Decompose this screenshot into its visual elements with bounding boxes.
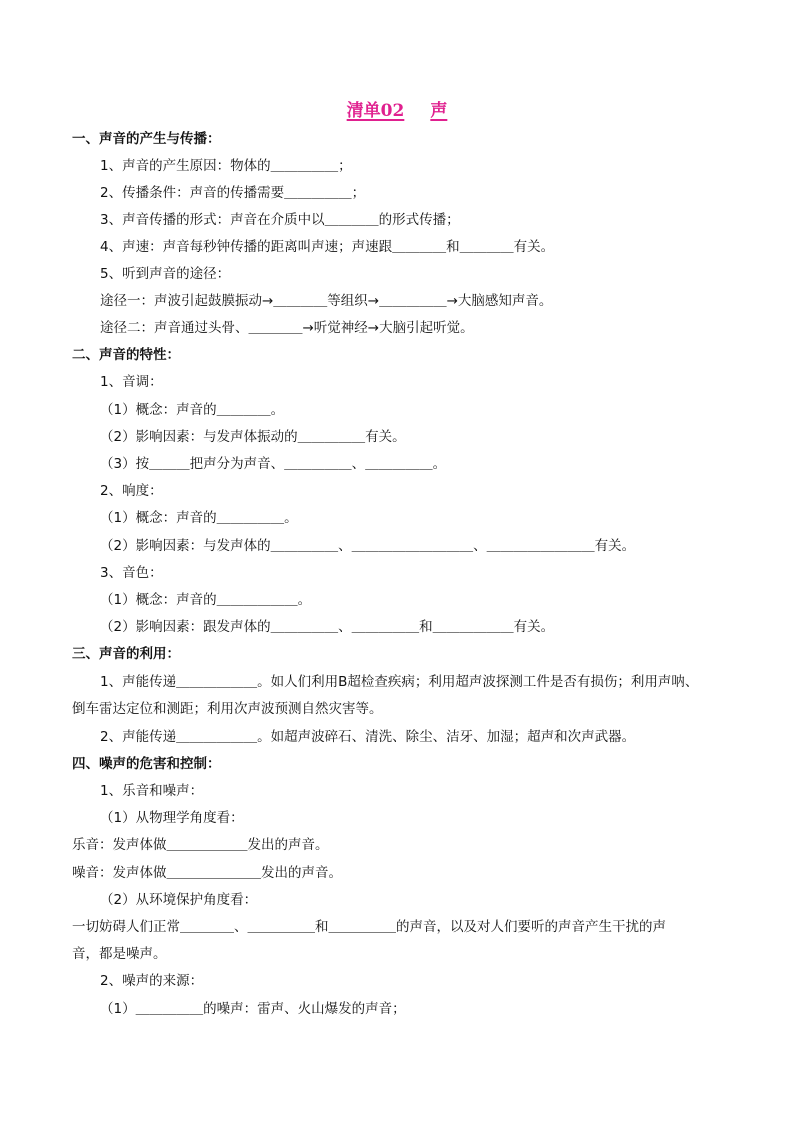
item-physics-view: （1）从物理学角度看：	[100, 810, 244, 826]
item-sound-info-cont: 倒车雷达定位和测距；利用次声波预测自然灾害等。	[72, 701, 383, 717]
item-pitch-factor: （2）影响因素：与发声体振动的＿＿＿＿＿有关。	[100, 429, 406, 445]
item-propagation-form: 3、声音传播的形式：声音在介质中以＿＿＿＿的形式传播；	[100, 212, 460, 228]
item-sound-energy: 2、声能传递＿＿＿＿＿＿。如超声波碎石、清洗、除尘、洁牙、加湿；超声和次声武器。	[100, 729, 636, 745]
section-heading-1: 一、声音的产生与传播：	[72, 131, 221, 147]
item-pitch-concept: （1）概念：声音的＿＿＿＿。	[100, 402, 285, 418]
item-sound-speed: 4、声速：声音每秒钟传播的距离叫声速；声速跟＿＿＿＿和＿＿＿＿有关。	[100, 239, 555, 255]
item-music-def: 乐音：发声体做＿＿＿＿＿＿发出的声音。	[72, 837, 329, 853]
item-loudness-factor: （2）影响因素：与发声体的＿＿＿＿＿、＿＿＿＿＿＿＿＿＿、＿＿＿＿＿＿＿＿有关。	[100, 538, 636, 554]
item-music-noise: 1、乐音和噪声：	[100, 783, 204, 799]
chapter-label: 清单02	[346, 101, 405, 121]
item-path-one: 途径一：声波引起鼓膜振动→＿＿＿＿等组织→＿＿＿＿＿→大脑感知声音。	[100, 293, 553, 309]
item-sound-origin: 1、声音的产生原因：物体的＿＿＿＿＿；	[100, 158, 352, 174]
item-pitch-classify: （3）按＿＿＿把声分为声音、＿＿＿＿＿、＿＿＿＿＿。	[100, 456, 447, 472]
item-loudness-concept: （1）概念：声音的＿＿＿＿＿。	[100, 510, 298, 526]
item-pitch: 1、音调：	[100, 374, 163, 390]
section-heading-4: 四、噪声的危害和控制：	[72, 756, 221, 772]
item-env-view: （2）从环境保护角度看：	[100, 892, 258, 908]
item-path-two: 途径二：声音通过头骨、＿＿＿＿→听觉神经→大脑引起听觉。	[100, 320, 474, 336]
chapter-title	[0, 96, 794, 121]
item-timbre-factor: （2）影响因素：跟发声体的＿＿＿＿＿、＿＿＿＿＿和＿＿＿＿＿＿有关。	[100, 619, 555, 635]
item-loudness: 2、响度：	[100, 483, 163, 499]
item-noise-def: 噪音：发声体做＿＿＿＿＿＿＿发出的声音。	[72, 865, 342, 881]
item-env-noise-def: 一切妨碍人们正常＿＿＿＿、＿＿＿＿＿和＿＿＿＿＿的声音，以及对人们要听的声音产生干扰的声	[72, 919, 666, 935]
item-natural-noise: （1）＿＿＿＿＿的噪声：雷声、火山爆发的声音；	[100, 1001, 406, 1017]
item-timbre: 3、音色：	[100, 565, 163, 581]
item-propagation-condition: 2、传播条件：声音的传播需要＿＿＿＿＿；	[100, 185, 366, 201]
item-noise-source: 2、噪声的来源：	[100, 973, 204, 989]
section-heading-3: 三、声音的利用：	[72, 646, 180, 662]
item-timbre-concept: （1）概念：声音的＿＿＿＿＿＿。	[100, 592, 312, 608]
item-sound-info: 1、声能传递＿＿＿＿＿＿。如人们利用B超检查疾病；利用超声波探测工件是否有损伤；利用声呐、	[100, 674, 699, 690]
section-heading-2: 二、声音的特性：	[72, 347, 180, 363]
item-hearing-path: 5、听到声音的途径：	[100, 266, 231, 282]
item-env-noise-def-cont: 音，都是噪声。	[72, 946, 167, 962]
chapter-topic: 声	[430, 101, 448, 121]
